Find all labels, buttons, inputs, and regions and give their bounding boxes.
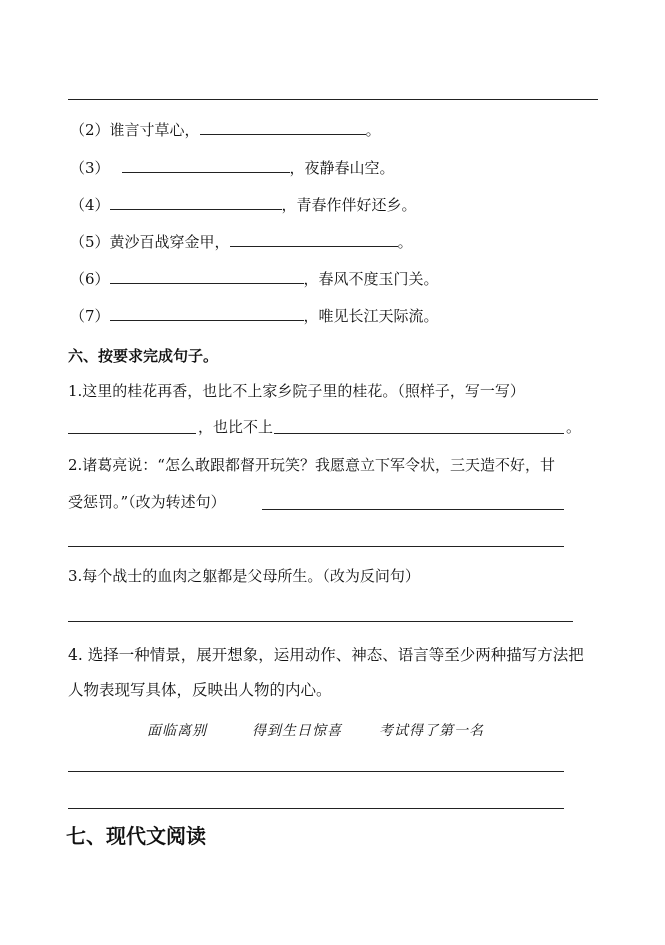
poem-item-5: [70, 232, 413, 252]
item-text-before: 谁言寸草心，: [109, 121, 200, 139]
poem-item-7: [70, 306, 439, 326]
q3-answer-line[interactable]: [68, 621, 573, 622]
question-4-line-1: 4. 选择一种情景，展开想象，运用动作、神态、语言等至少两种描写方法把: [68, 646, 584, 664]
item-text-before: 黄沙百战穿金甲，: [109, 233, 230, 251]
question-4-line-2: 人物表现写具体，反映出人物的内心。: [68, 681, 332, 699]
answer-line-top[interactable]: [68, 99, 598, 100]
fill-blank[interactable]: [230, 232, 398, 247]
item-number: （7）: [70, 307, 110, 325]
question-2-line-2: 受惩罚。”（改为转述句）: [68, 493, 226, 511]
poem-item-2: [70, 120, 381, 140]
scene-option-1: 面临离别: [147, 723, 207, 739]
q1-answer-blank-2[interactable]: [274, 433, 564, 434]
q1-end-text: 。: [566, 418, 582, 436]
question-2-line-1: 2.诸葛亮说：“怎么敢跟都督开玩笑？我愿意立下军令状，三天造不好，甘: [68, 456, 555, 474]
item-number: （6）: [70, 270, 110, 288]
q2-answer-line-1[interactable]: [262, 509, 564, 510]
question-1-text: 1.这里的桂花再香，也比不上家乡院子里的桂花。（照样子，写一写）: [68, 382, 525, 400]
item-number: （5）: [70, 233, 110, 251]
fill-blank[interactable]: [110, 269, 304, 284]
section-7-heading: 七、现代文阅读: [66, 824, 206, 848]
question-3-text: 3.每个战士的血肉之躯都是父母所生。（改为反问句）: [68, 567, 420, 585]
item-number: （2）: [70, 121, 110, 139]
q1-answer-blank-1[interactable]: [68, 433, 196, 434]
fill-blank[interactable]: [110, 306, 304, 321]
fill-blank[interactable]: [122, 158, 290, 173]
item-text-after: 。: [365, 121, 381, 139]
item-number: （3）: [70, 159, 110, 177]
poem-item-4: [70, 195, 417, 215]
fill-blank[interactable]: [110, 195, 282, 210]
item-text-after: 。: [397, 233, 413, 251]
q4-answer-line-1[interactable]: [68, 771, 564, 772]
item-text-after: ，春风不度玉门关。: [303, 270, 439, 288]
q1-middle-text: ，也比不上: [198, 418, 274, 436]
poem-item-6: [70, 269, 439, 289]
q2-answer-line-2[interactable]: [68, 546, 564, 547]
item-text-after: ，唯见长江天际流。: [303, 307, 439, 325]
item-text-after: ，夜静春山空。: [289, 159, 395, 177]
q4-answer-line-2[interactable]: [68, 808, 564, 809]
scene-option-2: 得到生日惊喜: [252, 723, 342, 739]
item-text-after: ，青春作伴好还乡。: [281, 196, 417, 214]
fill-blank[interactable]: [200, 120, 366, 135]
scene-option-3: 考试得了第一名: [379, 723, 484, 739]
section-6-heading: 六、按要求完成句子。: [68, 347, 219, 365]
item-number: （4）: [70, 196, 110, 214]
poem-item-3: [70, 158, 395, 178]
